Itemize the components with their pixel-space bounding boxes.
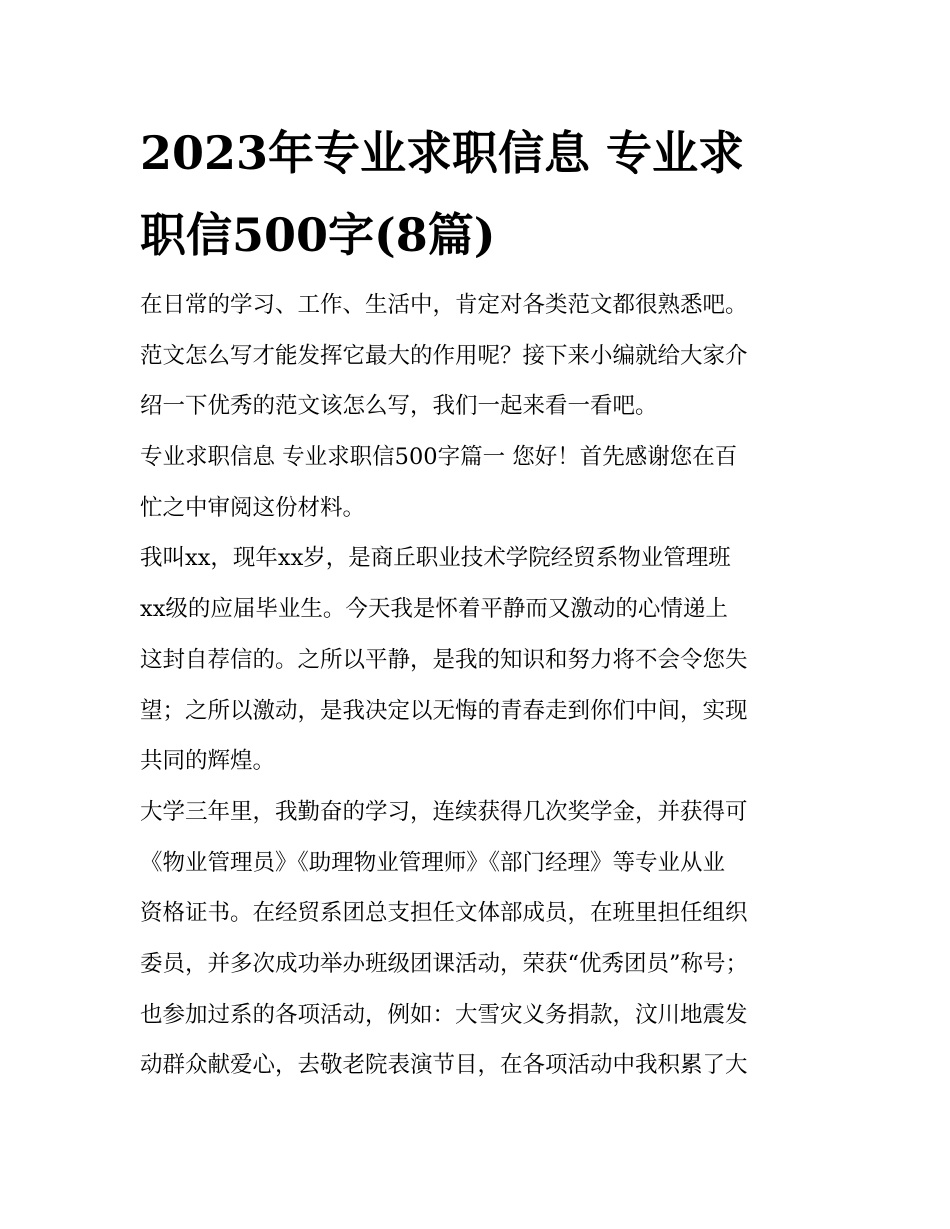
text-line: 大学三年里，我勤奋的学习，连续获得几次奖学金，并获得可	[140, 798, 748, 825]
text-line: 绍一下优秀的范文该怎么写，我们一起来看一看吧。	[140, 393, 658, 420]
title-line: 2023年专业求职信息 专业求	[140, 126, 745, 180]
text-line: 在日常的学习、工作、生活中，肯定对各类范文都很熟悉吧。	[140, 292, 748, 318]
text-line: 动群众献爱心，去敬老院表演节目，在各项活动中我积累了大	[140, 1052, 748, 1079]
document-body	[140, 280, 820, 1091]
text-line: 望；之所以激动，是我决定以无悔的青春走到你们中间，实现	[140, 697, 748, 724]
text-line: 我叫xx，现年xx岁，是商丘职业技术学院经贸系物业管理班	[140, 545, 731, 572]
text-line: 共同的辉煌。	[140, 748, 276, 775]
text-line: 专业求职信息 专业求职信500字篇一 您好！首先感谢您在百	[140, 444, 738, 471]
title-line: 职信500字(8篇)	[140, 208, 496, 262]
text-line: 委员，并多次成功举办班级团课活动，荣获“优秀团员”称号；	[140, 950, 749, 977]
text-line: 这封自荐信的。之所以平静，是我的知识和努力将不会令您失	[140, 646, 748, 673]
text-line: 范文怎么写才能发挥它最大的作用呢？接下来小编就给大家介	[140, 342, 748, 369]
paragraph	[140, 787, 820, 1091]
text-line: 忙之中审阅这份材料。	[140, 494, 366, 521]
document-title	[140, 112, 820, 276]
text-line: xx级的应届毕业生。今天我是怀着平静而又激动的心情递上	[140, 596, 728, 623]
paragraph	[140, 432, 820, 533]
text-line: 资格证书。在经贸系团总支担任文体部成员，在班里担任组织	[140, 900, 748, 927]
paragraph	[140, 533, 820, 786]
paragraph	[140, 280, 820, 432]
text-line: 《物业管理员》《助理物业管理师》《部门经理》等专业从业	[140, 849, 726, 876]
text-line: 也参加过系的各项活动，例如：大雪灾义务捐款，汶川地震发	[140, 1001, 748, 1028]
